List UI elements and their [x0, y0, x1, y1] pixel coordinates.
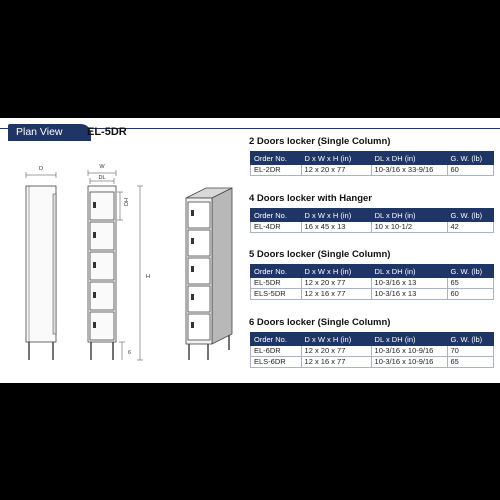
dim-h-label: H: [146, 274, 150, 280]
locker-drawing: [0, 148, 240, 378]
table-row: [251, 165, 494, 176]
table-cell: ELS-5DR: [251, 289, 302, 300]
column-header: DL x DH (in): [371, 265, 447, 278]
column-header: G. W. (lb): [447, 152, 493, 165]
column-header: G. W. (lb): [447, 333, 493, 346]
table-row: [251, 357, 494, 368]
table-cell: 12 x 16 x 77: [301, 289, 371, 300]
table-cell: 12 x 20 x 77: [301, 165, 371, 176]
column-header: Order No.: [251, 333, 302, 346]
table-row: [251, 278, 494, 289]
table-cell: 10-3/16 x 33-9/16: [371, 165, 447, 176]
column-header: DL x DH (in): [371, 209, 447, 222]
side-view: [26, 172, 56, 360]
table-cell: 60: [447, 165, 493, 176]
table-cell: 12 x 16 x 77: [301, 357, 371, 368]
dim-w-label: W: [99, 164, 105, 170]
section-title-5-doors: 5 Doors locker (Single Column): [249, 249, 391, 260]
section-title-6-doors: 6 Doors locker (Single Column): [249, 317, 391, 328]
column-header: G. W. (lb): [447, 209, 494, 222]
dim-dl-label: DL: [98, 175, 106, 181]
table-cell: 70: [447, 346, 493, 357]
spec-sheet: [0, 118, 500, 383]
column-header: Order No.: [251, 265, 302, 278]
column-header: Order No.: [251, 209, 302, 222]
dim-dh-label: DH: [124, 198, 130, 206]
table-cell: 12 x 20 x 77: [301, 346, 371, 357]
column-header: D x W x H (in): [301, 333, 371, 346]
column-header: G. W. (lb): [447, 265, 493, 278]
front-view: [88, 170, 143, 360]
column-header: DL x DH (in): [371, 152, 447, 165]
table-cell: 10-3/16 x 10-9/16: [371, 346, 447, 357]
model-title: EL-5DR: [87, 126, 127, 138]
spec-table-6-doors: [250, 332, 494, 368]
table-cell: 12 x 20 x 77: [301, 278, 371, 289]
table-cell: 65: [447, 278, 493, 289]
table-cell: 10-3/16 x 10-9/16: [371, 357, 447, 368]
table-cell: EL-6DR: [251, 346, 302, 357]
spec-table-2-doors: [250, 151, 494, 176]
table-cell: EL-4DR: [251, 222, 302, 233]
table-cell: 10-3/16 x 13: [371, 278, 447, 289]
plan-view-tab: Plan View: [8, 124, 91, 141]
table-cell: 10 x 10-1/2: [371, 222, 447, 233]
dim-d-label: D: [39, 166, 43, 172]
table-cell: EL-2DR: [251, 165, 302, 176]
table-cell: 16 x 45 x 13: [301, 222, 371, 233]
column-header: D x W x H (in): [301, 265, 371, 278]
table-cell: ELS-6DR: [251, 357, 302, 368]
table-row: [251, 222, 494, 233]
table-cell: 10-3/16 x 13: [371, 289, 447, 300]
column-header: D x W x H (in): [301, 152, 371, 165]
table-row: [251, 346, 494, 357]
column-header: DL x DH (in): [371, 333, 447, 346]
dim-leg-label: 6: [128, 350, 132, 356]
table-cell: EL-5DR: [251, 278, 302, 289]
section-title-2-doors: 2 Doors locker (Single Column): [249, 136, 391, 147]
spec-table-5-doors: [250, 264, 494, 300]
table-cell: 42: [447, 222, 494, 233]
table-cell: 60: [447, 289, 493, 300]
table-row: [251, 289, 494, 300]
spec-table-4-doors: [250, 208, 494, 233]
table-cell: 65: [447, 357, 493, 368]
column-header: Order No.: [251, 152, 302, 165]
section-title-4-doors: 4 Doors locker with Hanger: [249, 193, 373, 204]
column-header: D x W x H (in): [301, 209, 371, 222]
